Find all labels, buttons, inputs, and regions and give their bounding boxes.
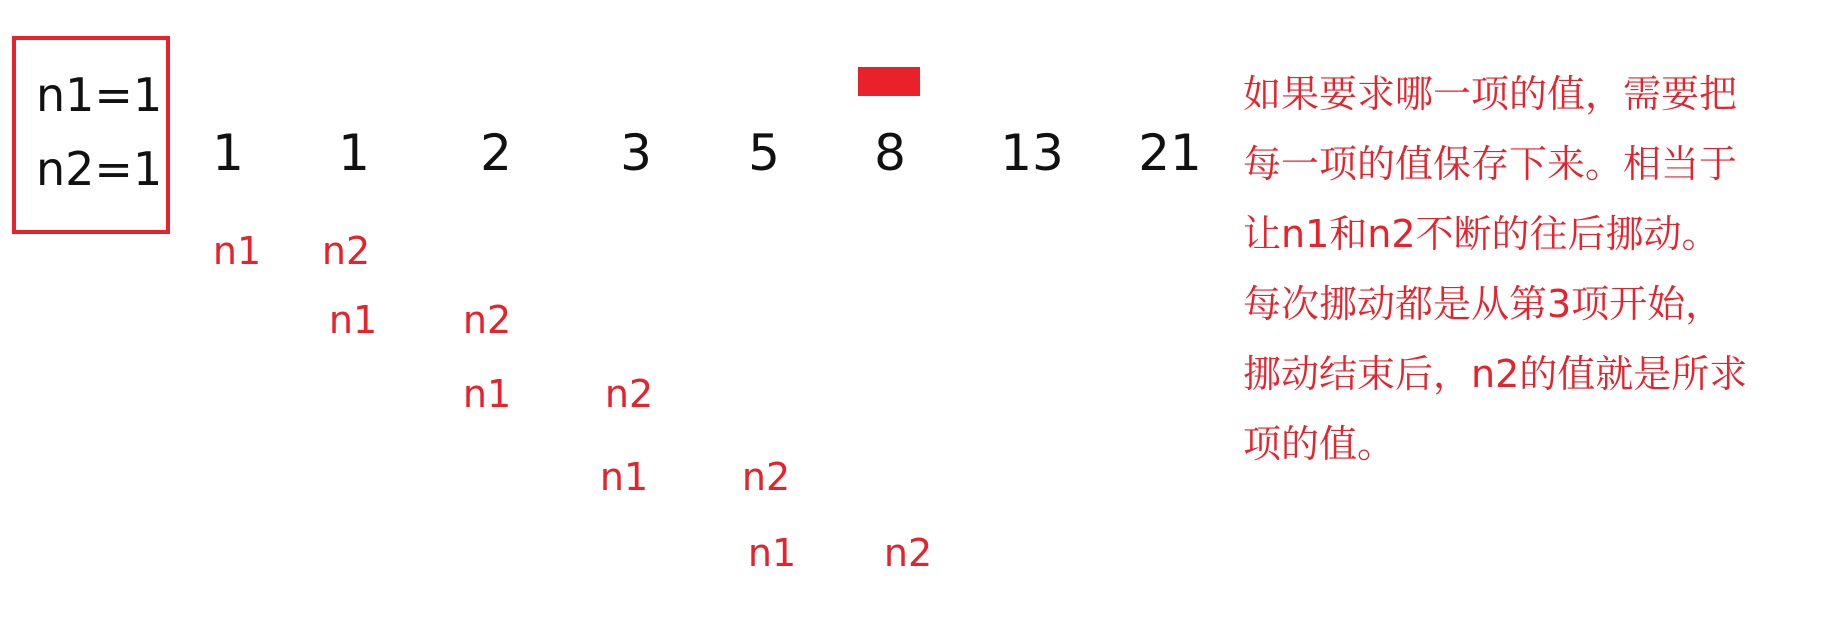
- step-3-n2-label: n2: [604, 372, 654, 416]
- init-n1: n1=1: [36, 68, 163, 122]
- step-2-n1-label: n1: [328, 298, 378, 342]
- target-term-marker: [858, 67, 920, 96]
- sequence-term-5: 5: [748, 124, 780, 182]
- sequence-term-1: 1: [212, 124, 244, 182]
- explanation-line-4: 每次挪动都是从第3项开始，: [1243, 282, 1724, 326]
- step-5-n1-label: n1: [747, 531, 797, 575]
- step-1-n1-label: n1: [212, 229, 262, 273]
- explanation-line-6: 项的值。: [1243, 422, 1396, 466]
- sequence-term-7: 13: [1000, 124, 1064, 182]
- explanation-line-3: 让n1和n2不断的往后挪动。: [1243, 212, 1720, 256]
- explanation-line-2: 每一项的值保存下来。相当于: [1243, 142, 1738, 186]
- init-n2: n2=1: [36, 142, 163, 196]
- step-3-n1-label: n1: [462, 372, 512, 416]
- sequence-term-8: 21: [1138, 124, 1202, 182]
- sequence-term-3: 2: [480, 124, 512, 182]
- step-4-n1-label: n1: [599, 455, 649, 499]
- explanation-text: [1243, 66, 1803, 486]
- sequence-term-6: 8: [874, 124, 906, 182]
- initial-values-box: [12, 36, 170, 234]
- step-5-n2-label: n2: [883, 531, 933, 575]
- sequence-term-4: 3: [620, 124, 652, 182]
- step-2-n2-label: n2: [462, 298, 512, 342]
- step-1-n2-label: n2: [321, 229, 371, 273]
- explanation-line-1: 如果要求哪一项的值，需要把: [1243, 72, 1738, 116]
- sequence-term-2: 1: [338, 124, 370, 182]
- step-4-n2-label: n2: [741, 455, 791, 499]
- explanation-line-5: 挪动结束后，n2的值就是所求: [1243, 352, 1748, 396]
